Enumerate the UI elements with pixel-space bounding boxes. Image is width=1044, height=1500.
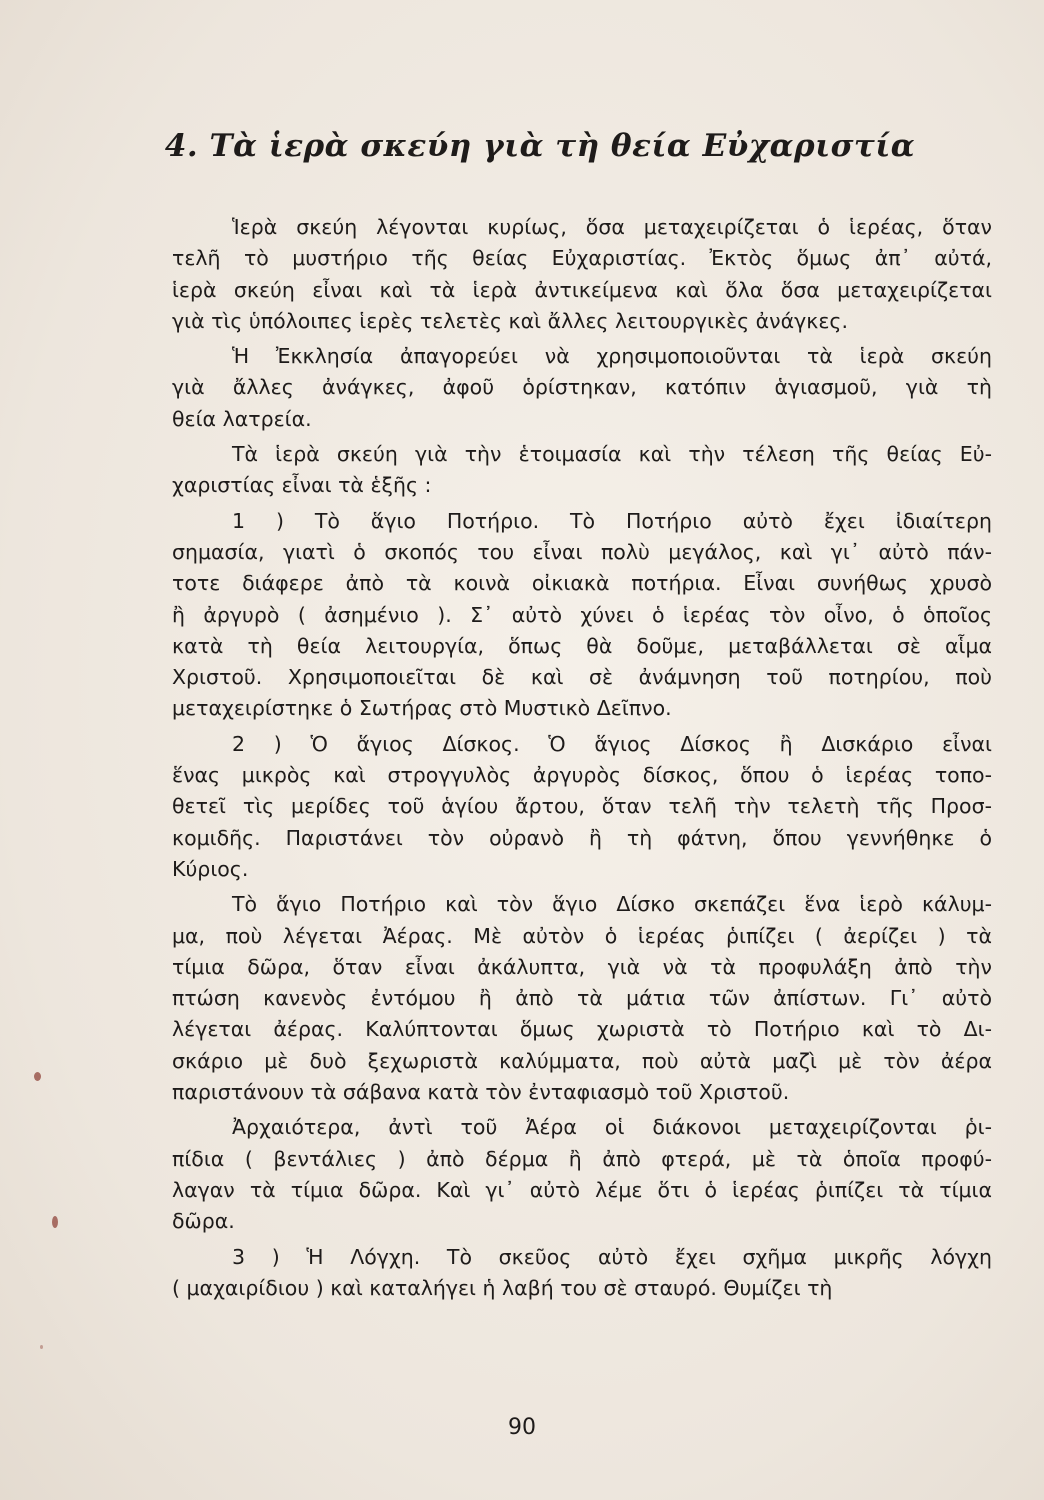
text-line: θεία λατρεία. <box>172 406 312 431</box>
text-line: Ἱερὰ σκεύη λέγονται κυρίως, ὅσα μεταχειρίζεται ὁ ἱερέας, ὅταν <box>232 215 992 239</box>
text-line: σκάριο μὲ δυὸ ξεχωριστὰ καλύμματα, ποὺ αὐτὰ μαζὶ μὲ τὸν ἀέρα <box>172 1048 992 1073</box>
text-line: 1 ) Τὸ ἅγιο Ποτήριο. Τὸ Ποτήριο αὐτὸ ἔχει ἰδιαίτερη <box>232 508 992 533</box>
text-line: γιὰ ἄλλες ἀνάγκες, ἀφοῦ ὁρίστηκαν, κατόπιν ἁγιασμοῦ, γιὰ τὴ <box>172 375 992 400</box>
paragraph <box>172 729 992 885</box>
ink-blot-mark <box>40 1345 43 1349</box>
paragraph <box>172 506 992 725</box>
text-line: τίμια δῶρα, ὅταν εἶναι ἀκάλυπτα, γιὰ νὰ τὰ προφυλάξη ἀπὸ τὴν <box>172 954 992 979</box>
text-line: Κύριος. <box>172 856 249 881</box>
text-line: τελῆ τὸ μυστήριο τῆς θείας Εὐχαριστίας. Ἐκτὸς ὅμως ἀπ᾽ αὐτά, <box>172 246 992 271</box>
text-line: 2 ) Ὁ ἅγιος Δίσκος. Ὁ ἅγιος Δίσκος ἢ Δισκάριο εἶναι <box>232 731 992 756</box>
paragraph <box>172 1112 992 1237</box>
text-line: λέγεται ἀέρας. Καλύπτονται ὅμως χωριστὰ τὸ Ποτήριο καὶ τὸ Δι- <box>172 1017 992 1042</box>
paragraph <box>172 439 992 502</box>
paragraph <box>172 212 992 337</box>
section-heading: 4. Τὰ ἱερὰ σκεύη γιὰ τὴ θεία Εὐχαριστία <box>164 128 916 164</box>
ink-blot-mark <box>34 1072 41 1081</box>
text-line: χαριστίας εἶναι τὰ ἑξῆς : <box>172 473 432 498</box>
text-line: Ἀρχαιότερα, ἀντὶ τοῦ Ἀέρα οἱ διάκονοι μεταχειρίζονται ῥι- <box>232 1115 992 1140</box>
text-line: δῶρα. <box>172 1209 235 1234</box>
text-line: πτώση κανενὸς ἐντόμου ἢ ἀπὸ τὰ μάτια τῶν ἀπίστων. Γι᾽ αὐτὸ <box>172 986 992 1011</box>
text-line: Ἡ Ἐκκλησία ἀπαγορεύει νὰ χρησιμοποιοῦνται τὰ ἱερὰ σκεύη <box>232 344 992 369</box>
paragraph <box>172 341 992 435</box>
text-line: λαγαν τὰ τίμια δῶρα. Καὶ γι᾽ αὐτὸ λέμε ὅτι ὁ ἱερέας ῥιπίζει τὰ τίμια <box>172 1177 992 1202</box>
text-line: ἕνας μικρὸς καὶ στρογγυλὸς ἀργυρὸς δίσκος, ὅπου ὁ ἱερέας τοπο- <box>172 763 992 788</box>
paragraph <box>172 889 992 1108</box>
text-line: ἱερὰ σκεύη εἶναι καὶ τὰ ἱερὰ ἀντικείμενα καὶ ὅλα ὅσα μεταχειρίζεται <box>172 277 992 302</box>
text-line: Τὸ ἅγιο Ποτήριο καὶ τὸν ἅγιο Δίσκο σκεπάζει ἕνα ἱερὸ κάλυμ- <box>232 892 992 917</box>
paragraph <box>172 1242 992 1305</box>
text-line: θετεῖ τὶς μερίδες τοῦ ἁγίου ἄρτου, ὅταν τελῆ τὴν τελετὴ τῆς Προσ- <box>172 794 992 819</box>
text-line: 3 ) Ἡ Λόγχη. Τὸ σκεῦος αὐτὸ ἔχει σχῆμα μικρῆς λόγχη <box>232 1244 992 1269</box>
text-line: κομιδῆς. Παριστάνει τὸν οὐρανὸ ἢ τὴ φάτνη, ὅπου γεννήθηκε ὁ <box>172 825 992 850</box>
text-line: παριστάνουν τὰ σάβανα κατὰ τὸν ἐνταφιασμὸ τοῦ Χριστοῦ. <box>172 1080 790 1105</box>
text-line: γιὰ τὶς ὑπόλοιπες ἱερὲς τελετὲς καὶ ἄλλες λειτουργικὲς ἀνάγκες. <box>172 308 848 333</box>
text-line: Χριστοῦ. Χρησιμοποιεῖται δὲ καὶ σὲ ἀνάμνηση τοῦ ποτηρίου, ποὺ <box>172 665 992 690</box>
text-line: ἢ ἀργυρὸ ( ἀσημένιο ). Σ᾽ αὐτὸ χύνει ὁ ἱερέας τὸν οἶνο, ὁ ὁποῖος <box>172 602 992 627</box>
text-line: σημασία, γιατὶ ὁ σκοπός του εἶναι πολὺ μεγάλος, καὶ γι᾽ αὐτὸ πάν- <box>172 539 992 564</box>
body-text <box>172 212 992 1308</box>
text-line: μα, ποὺ λέγεται Ἀέρας. Μὲ αὐτὸν ὁ ἱερέας ῥιπίζει ( ἀερίζει ) τὰ <box>172 923 992 948</box>
text-line: ( μαχαιρίδιου ) καὶ καταλήγει ἡ λαβή του σὲ σταυρό. Θυμίζει τὴ <box>172 1275 833 1300</box>
ink-blot-mark <box>52 1216 58 1228</box>
text-line: κατὰ τὴ θεία λειτουργία, ὅπως θὰ δοῦμε, μεταβάλλεται σὲ αἷμα <box>172 633 992 658</box>
text-line: μεταχειρίστηκε ὁ Σωτήρας στὸ Μυστικὸ Δεῖπνο. <box>172 696 672 721</box>
page-number: 90 <box>508 1415 536 1440</box>
text-line: τοτε διάφερε ἀπὸ τὰ κοινὰ οἰκιακὰ ποτήρια. Εἶναι συνήθως χρυσὸ <box>172 571 992 596</box>
text-line: Τὰ ἱερὰ σκεύη γιὰ τὴν ἑτοιμασία καὶ τὴν τέλεση τῆς θείας Εὐ- <box>232 442 992 467</box>
text-line: πίδια ( βεντάλιες ) ἀπὸ δέρμα ἢ ἀπὸ φτερά, μὲ τὰ ὁποῖα προφύ- <box>172 1146 992 1171</box>
